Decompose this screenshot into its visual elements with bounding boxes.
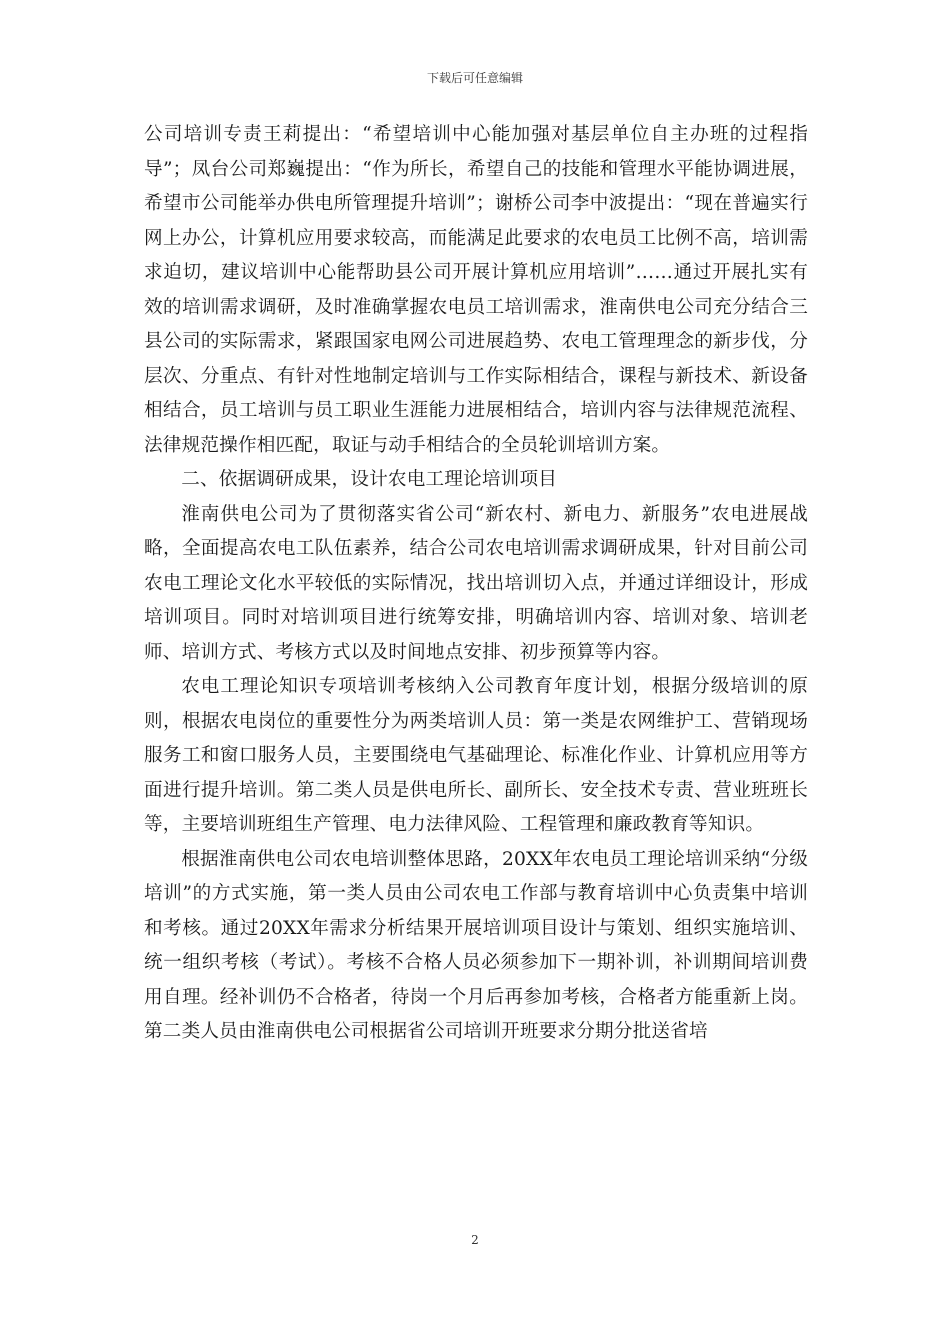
paragraph: 农电工理论知识专项培训考核纳入公司教育年度计划，根据分级培训的原则，根据农电岗位的重要性分为两类培训人员：第一类是农网维护工、营销现场服务工和窗口服务人员，主要围绕电气基础理论、标准化作业、计算机应用等方面进行提升培训。第二类人员是供电所长、副所长、安全技术专责、营业班班长等，主要培训班组生产管理、电力法律风险、工程管理和廉政教育等知识。 (144, 676, 808, 835)
paragraph: 根据淮南供电公司农电培训整体思路，20XX年农电员工理论培训采纳“分级培训”的方式实施，第一类人员由公司农电工作部与教育培训中心负责集中培训和考核。通过20XX年需求分析结果开展培训项目设计与策划、组织实施培训、统一组织考核（考试）。考核不合格人员必须参加下一期补训，补训期间培训费用自理。经补训仍不合格者，待岗一个月后再参加考核，合格者方能重新上岗。第二类人员由淮南供电公司根据省公司培训开班要求分期分批送省培 (144, 848, 808, 1042)
paragraph: 淮南供电公司为了贯彻落实省公司“新农村、新电力、新服务”农电进展战略，全面提高农电工队伍素养，结合公司农电培训需求调研成果，针对目前公司农电工理论文化水平较低的实际情况，找出培训切入点，并通过详细设计，形成培训项目。同时对培训项目进行统筹安排，明确培训内容、培训对象、培训老师、培训方式、考核方式以及时间地点安排、初步预算等内容。 (144, 503, 808, 663)
page-number: 2 (471, 1233, 479, 1247)
paragraph-continuation: 公司培训专责王莉提出：“希望培训中心能加强对基层单位自主办班的过程指导”；凤台公司郑巍提出：“作为所长，希望自己的技能和管理水平能协调进展，希望市公司能举办供电所管理提升培训”；谢桥公司李中波提出：“现在普遍实行网上办公，计算机应用要求较高，而能满足此要求的农电员工比例不高，培训需求迫切，建议培训中心能帮助县公司开展计算机应用培训”……通过开展扎实有效的培训需求调研，及时准确掌握农电员工培训需求，淮南供电公司充分结合三县公司的实际需求，紧跟国家电网公司进展趋势、农电工管理理念的新步伐，分层次、分重点、有针对性地制定培训与工作实际相结合，课程与新技术、新设备相结合，员工培训与员工职业生涯能力进展相结合，培训内容与法律规范流程、法律规范操作相匹配，取证与动手相结合的全员轮训培训方案。 (144, 124, 808, 456)
document-body (144, 118, 808, 1050)
section-heading: 二、依据调研成果，设计农电工理论培训项目 (181, 469, 558, 490)
page-header: 下载后可任意编辑 (426, 71, 523, 85)
